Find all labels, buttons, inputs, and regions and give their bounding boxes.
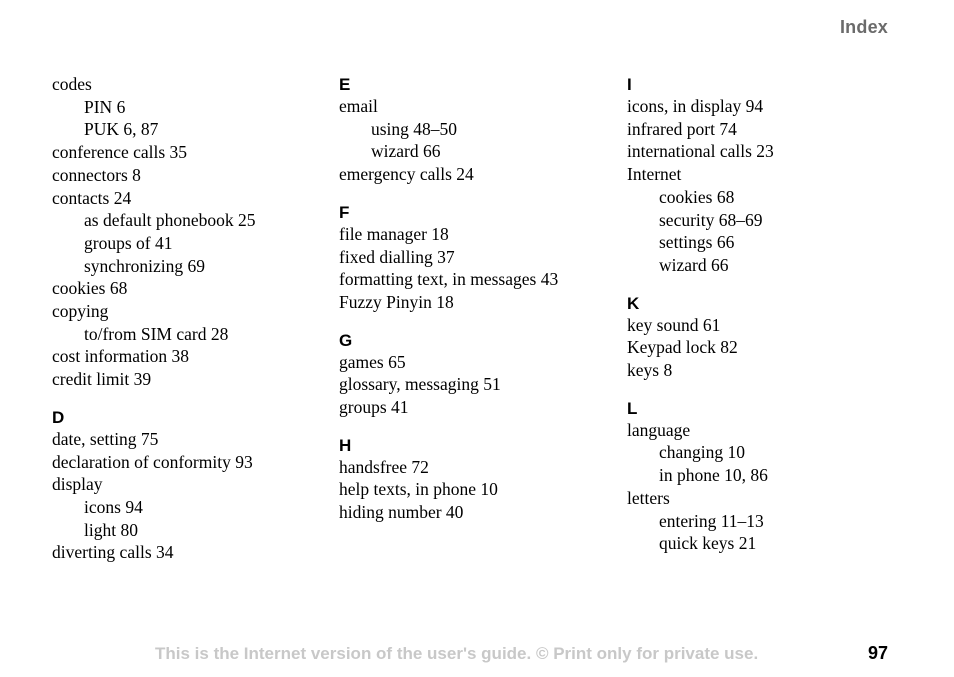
- index-entry: groups 41: [339, 397, 409, 418]
- index-entry: file manager 18: [339, 223, 449, 244]
- index-column-1: [52, 73, 322, 581]
- index-entry: formatting text, in messages 43: [339, 269, 559, 290]
- index-entry: Internet: [627, 164, 682, 185]
- index-entry: key sound 61: [627, 314, 721, 335]
- index-subentry: quick keys 21: [659, 533, 757, 554]
- index-subentry: as default phonebook 25: [84, 210, 256, 231]
- index-subentry: using 48–50: [371, 118, 458, 139]
- index-entry: help texts, in phone 10: [339, 479, 498, 500]
- index-entry: copying: [52, 301, 109, 322]
- index-section: [627, 294, 897, 382]
- index-section: [627, 75, 897, 277]
- index-subentry: to/from SIM card 28: [84, 323, 229, 344]
- index-entry: emergency calls 24: [339, 164, 474, 185]
- index-section: [339, 203, 609, 314]
- index-entry: diverting calls 34: [52, 542, 174, 563]
- section-letter-heading: F: [339, 202, 350, 222]
- index-subentry: wizard 66: [659, 254, 729, 275]
- index-subentry: wizard 66: [371, 141, 441, 162]
- index-entry: icons, in display 94: [627, 96, 764, 116]
- index-subentry: icons 94: [84, 496, 143, 517]
- index-entry: Keypad lock 82: [627, 337, 738, 358]
- index-entry: credit limit 39: [52, 369, 152, 390]
- section-letter-heading: D: [52, 407, 65, 427]
- index-section: [339, 331, 609, 419]
- section-letter-heading: I: [627, 75, 632, 94]
- index-entry: fixed dialling 37: [339, 246, 455, 267]
- page-number: 97: [867, 643, 888, 663]
- index-subentry: cookies 68: [659, 186, 735, 207]
- index-entry: cookies 68: [52, 278, 128, 299]
- section-letter-heading: K: [627, 293, 640, 313]
- index-entry: codes: [52, 74, 92, 94]
- index-subentry: groups of 41: [84, 232, 173, 253]
- index-entry: Fuzzy Pinyin 18: [339, 291, 454, 312]
- index-section: [339, 436, 609, 524]
- index-entry: email: [339, 96, 378, 116]
- index-section: [52, 73, 322, 391]
- index-subentry: settings 66: [659, 232, 735, 253]
- index-entry: letters: [627, 487, 670, 508]
- index-subentry: in phone 10, 86: [659, 465, 768, 486]
- index-subentry: PUK 6, 87: [84, 119, 159, 140]
- index-entry: hiding number 40: [339, 502, 464, 523]
- index-entry: language: [627, 419, 691, 440]
- index-entry: games 65: [339, 351, 406, 372]
- index-column-3: [627, 73, 897, 572]
- index-entry: conference calls 35: [52, 142, 188, 163]
- copyright-notice: This is the Internet version of the user's guide. © Print only for private use.: [155, 644, 759, 663]
- index-entry: connectors 8: [52, 164, 141, 185]
- index-subentry: changing 10: [659, 442, 746, 463]
- index-subentry: light 80: [84, 519, 138, 540]
- index-entry: infrared port 74: [627, 118, 737, 139]
- section-letter-heading: G: [339, 330, 353, 350]
- index-section: [339, 75, 609, 186]
- section-letter-heading: H: [339, 435, 352, 455]
- index-entry: keys 8: [627, 360, 673, 381]
- index-entry: date, setting 75: [52, 428, 159, 449]
- section-letter-heading: L: [627, 398, 638, 418]
- index-subentry: entering 11–13: [659, 510, 764, 531]
- page-section-title: Index: [839, 17, 888, 37]
- index-column-2: [339, 73, 609, 541]
- index-entry: cost information 38: [52, 346, 190, 367]
- index-entry: display: [52, 474, 103, 495]
- index-subentry: synchronizing 69: [84, 255, 206, 276]
- index-section: [627, 399, 897, 555]
- index-entry: declaration of conformity 93: [52, 451, 253, 472]
- index-subentry: PIN 6: [84, 96, 126, 117]
- index-subentry: security 68–69: [659, 209, 763, 230]
- index-entry: handsfree 72: [339, 456, 429, 477]
- index-section: [52, 408, 322, 564]
- index-entry: contacts 24: [52, 187, 132, 208]
- section-letter-heading: E: [339, 75, 351, 94]
- index-entry: glossary, messaging 51: [339, 374, 501, 395]
- index-entry: international calls 23: [627, 141, 774, 162]
